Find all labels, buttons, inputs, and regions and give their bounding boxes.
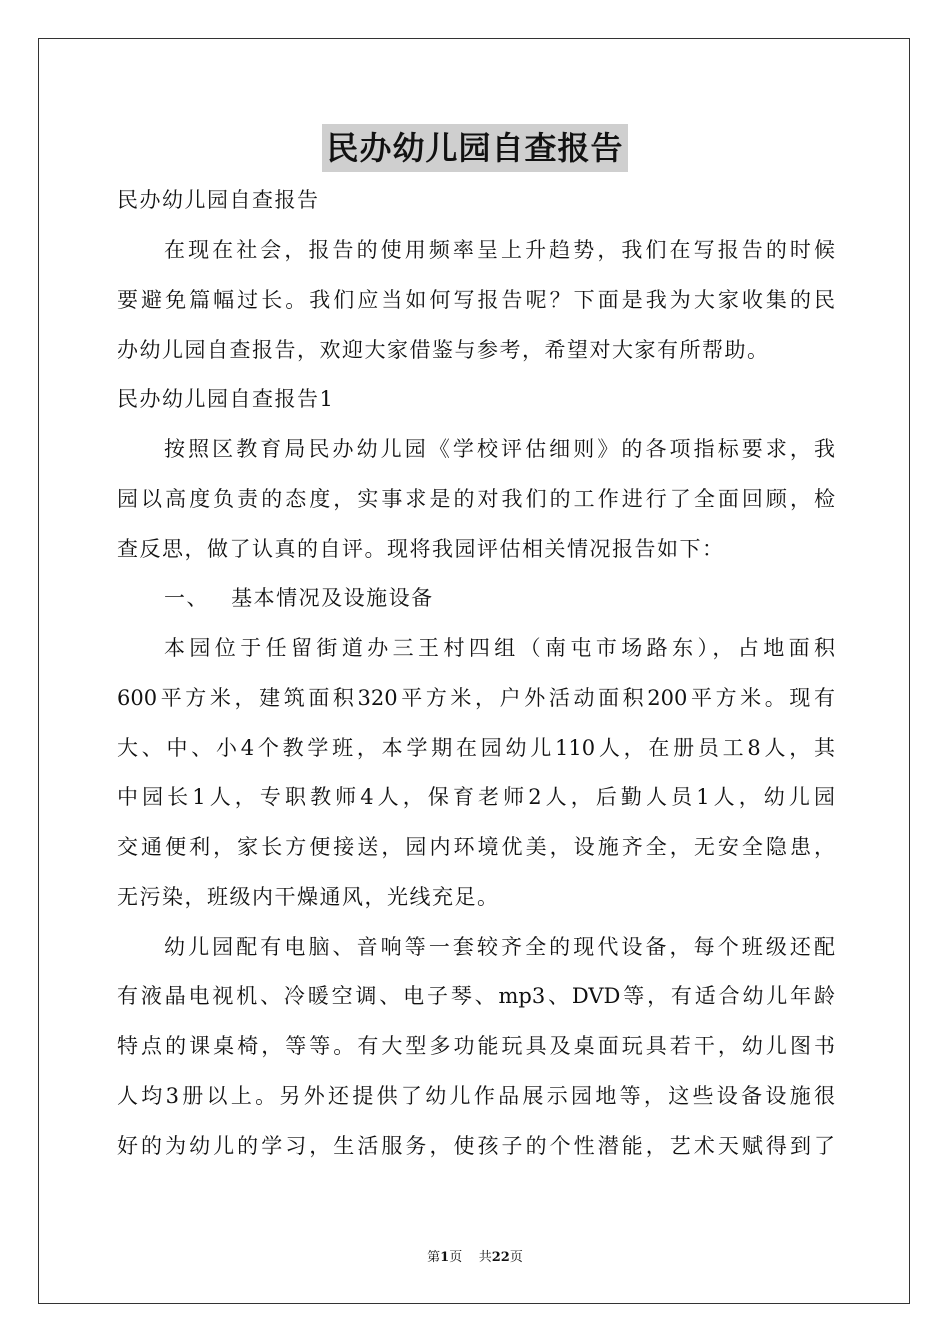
text-line: 本园位于任留街道办三王村四组（南屯市场路东），占地面积 (164, 636, 835, 660)
page-footer (0, 1246, 950, 1265)
text-line: 民办幼儿园自查报告 (117, 188, 320, 212)
text-line: 交通便利，家长方便接送，园内环境优美，设施齐全，无安全隐患， (117, 835, 835, 859)
text-line: 无污染，班级内干燥通风，光线充足。 (117, 885, 500, 909)
title-container (0, 124, 950, 172)
text-line: 园以高度负责的态度，实事求是的对我们的工作进行了全面回顾，检 (117, 487, 835, 511)
page-total: 22 (491, 1250, 510, 1265)
text-line: 查反思，做了认真的自评。现将我园评估相关情况报告如下： (117, 537, 725, 561)
page-border (38, 38, 910, 1304)
text-line: 人均3册以上。另外还提供了幼儿作品展示园地等，这些设备设施很 (117, 1084, 835, 1108)
text-line: 在现在社会，报告的使用频率呈上升趋势，我们在写报告的时候 (164, 238, 835, 262)
section-heading: 一、 基本情况及设施设备 (164, 586, 434, 610)
text-line: 幼儿园配有电脑、音响等一套较齐全的现代设备，每个班级还配 (164, 935, 835, 959)
page-current: 1 (440, 1250, 450, 1265)
text-line: 特点的课桌椅，等等。有大型多功能玩具及桌面玩具若干，幼儿图书 (117, 1034, 835, 1058)
text-line: 按照区教育局民办幼儿园《学校评估细则》的各项指标要求，我 (164, 437, 835, 461)
text-line: 有液晶电视机、冷暖空调、电子琴、mp3、DVD等，有适合幼儿年龄 (117, 984, 835, 1008)
text-line: 大、中、小4个教学班，本学期在园幼儿110人，在册员工8人，其 (117, 736, 835, 760)
text-line: 要避免篇幅过长。我们应当如何写报告呢？下面是我为大家收集的民 (117, 288, 835, 312)
text-line: 600平方米，建筑面积320平方米，户外活动面积200平方米。现有 (117, 686, 835, 710)
total-suffix: 页 (509, 1250, 523, 1265)
text-line: 办幼儿园自查报告，欢迎大家借鉴与参考，希望对大家有所帮助。 (117, 338, 770, 362)
total-prefix: 共 (478, 1250, 492, 1265)
text-line: 好的为幼儿的学习，生活服务，使孩子的个性潜能，艺术天赋得到了 (117, 1134, 835, 1158)
page-suffix: 页 (449, 1250, 463, 1265)
text-line: 民办幼儿园自查报告1 (117, 387, 335, 411)
page-prefix: 第 (427, 1250, 441, 1265)
document-title: 民办幼儿园自查报告 (322, 124, 627, 172)
text-line: 中园长1人，专职教师4人，保育老师2人，后勤人员1人，幼儿园 (117, 785, 835, 809)
